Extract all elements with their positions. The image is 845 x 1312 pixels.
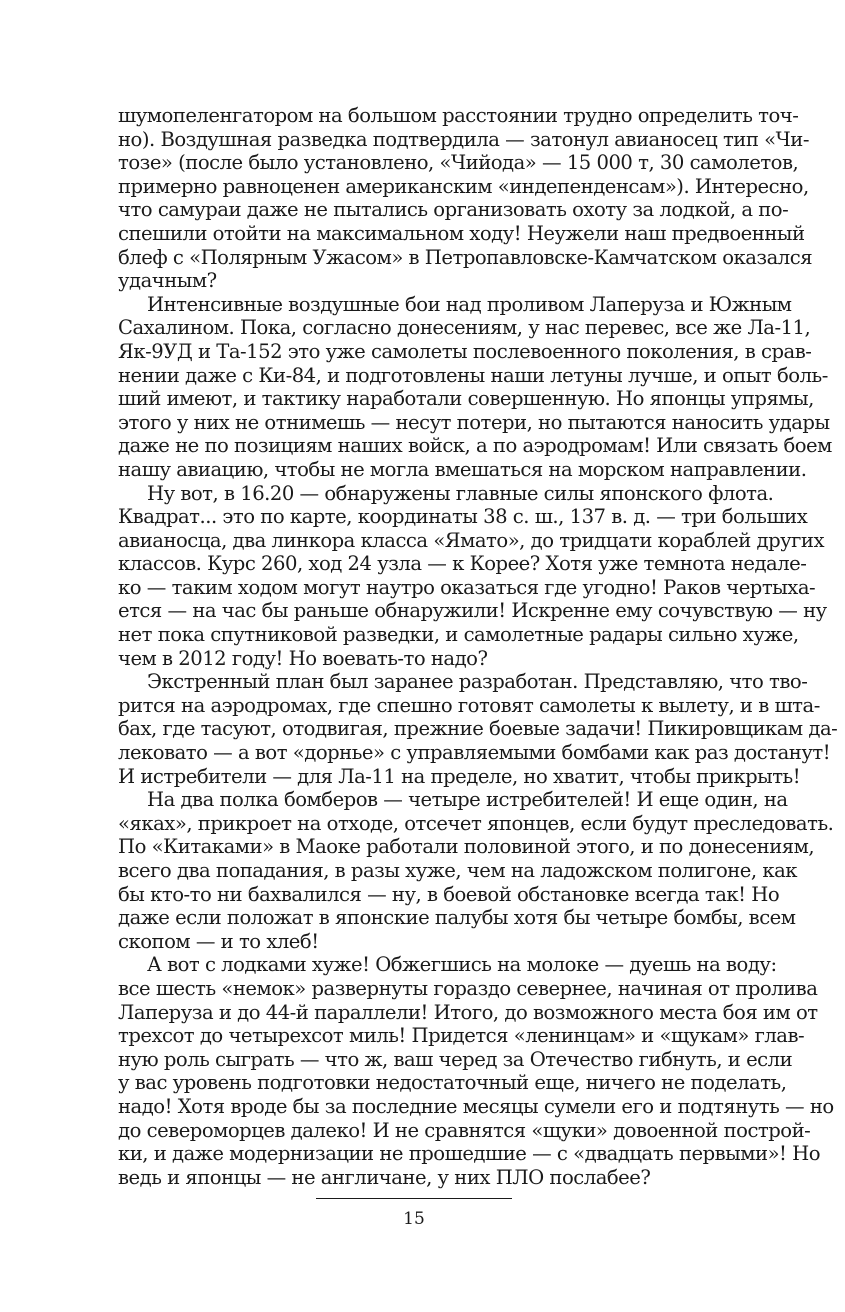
text-line: бы кто-то ни бахвалился — ну, в боевой обстановке всегда так! Но (118, 882, 780, 906)
text-line: ведь и японцы — не англичане, у них ПЛО послабее? (118, 1165, 651, 1189)
text-line: классов. Курс 260, ход 24 узла — к Корее? Хотя уже темнота недале- (118, 552, 807, 576)
text-line: тозе» (после было установлено, «Чийода» — 15 000 т, 30 самолетов, (118, 151, 799, 175)
text-line: лековато — а вот «дорнье» с управляемыми бомбами как раз достанут! (118, 741, 831, 765)
text-line: нашу авиацию, чтобы не могла вмешаться на морском направлении. (118, 457, 807, 481)
text-line: нет пока спутниковой разведки, и самолетные радары сильно хуже, (118, 623, 799, 647)
text-line: спешили отойти на максимальном ходу! Неужели наш предвоенный (118, 221, 805, 245)
text-line: нении даже с Ки-84, и подготовлены наши летуны лучше, и опыт боль- (118, 363, 828, 387)
text-line: всего два попадания, в разы хуже, чем на ладожском полигоне, как (118, 859, 798, 882)
text-line: до североморцев далеко! И не сравнятся «щуки» довоенной построй- (118, 1118, 811, 1142)
text-line: что самураи даже не пытались организовать охоту за лодкой, а по- (118, 198, 789, 222)
text-line: ший имеют, и тактику наработали совершенную. Но японцы упрямы, (118, 387, 814, 411)
text-line: Сахалином. Пока, согласно донесениям, у нас перевес, все же Ла-11, (118, 316, 811, 340)
paragraph (118, 788, 834, 953)
text-line: чем в 2012 году! Но воевать-то надо? (118, 646, 488, 670)
text-line: Як-9УД и Та-152 это уже самолеты послевоенного поколения, в срав- (118, 339, 812, 363)
text-line: авианосца, два линкора класса «Ямато», до тридцати кораблей других (118, 528, 825, 552)
text-line: рится на аэродромах, где спешно готовят самолеты к вылету, и в шта- (118, 693, 820, 717)
text-line: Экстренный план был заранее разработан. Представляю, что тво- (147, 670, 808, 694)
text-line: Лаперуза и до 44-й параллели! Итого, до возможного места боя им от (118, 1000, 818, 1024)
text-line: у вас уровень подготовки недостаточный еще, ничего не поделать, (118, 1071, 787, 1095)
paragraph (118, 104, 813, 293)
page-number: 15 (403, 1209, 425, 1229)
text-line: ко — таким ходом могут наутро оказаться где угодно! Раков чертыха- (118, 575, 816, 599)
text-line: И истребители — для Ла-11 на пределе, но хватит, чтобы прикрыть! (118, 764, 801, 788)
paragraph (118, 953, 834, 1189)
text-line: По «Китаками» в Маоке работали половиной этого, и по донесениям, (118, 835, 815, 859)
paragraph (118, 481, 827, 671)
text-line: даже если положат в японские палубы хотя бы четыре бомбы, всем (118, 906, 796, 930)
body-text (118, 104, 838, 1189)
text-line: На два полка бомберов — четыре истребителей! И еще один, на (147, 788, 788, 812)
text-line: шумопеленгатором на большом расстоянии трудно определить точ- (118, 104, 799, 127)
text-line: блеф с «Полярным Ужасом» в Петропавловске-Камчатском оказался (118, 245, 813, 269)
text-line: даже не по позициям наших войск, а по аэродромам! Или связать боем (118, 434, 832, 458)
text-line: ки, и даже модернизации не прошедшие — с «двадцать первыми»! Но (118, 1142, 821, 1166)
text-line: ную роль сыграть — что ж, ваш черед за Отечество гибнуть, и если (118, 1047, 793, 1071)
text-line: надо! Хотя вроде бы за последние месяцы сумели его и подтянуть — но (118, 1094, 834, 1118)
text-line: Ну вот, в 16.20 — обнаружены главные силы японского флота. (147, 481, 774, 505)
text-line: все шесть «немок» развернуты гораздо севернее, начиная от пролива (118, 976, 818, 1000)
page-number-rule (316, 1198, 512, 1199)
paragraph (118, 292, 832, 482)
text-line: Квадрат... это по карте, координаты 38 с. ш., 137 в. д. — три больших (118, 505, 808, 529)
text-line: бах, где тасуют, отодвигая, прежние боевые задачи! Пикировщикам да- (118, 717, 838, 741)
text-line: ется — на час бы раньше обнаружили! Искренне ему сочувствую — ну (118, 599, 827, 623)
text-line: «яках», прикроет на отходе, отсечет японцев, если будут преследовать. (118, 811, 834, 835)
text-line: А вот с лодками хуже! Обжегшись на молоке — дуешь на воду: (147, 953, 777, 977)
text-line: этого у них не отнимешь — несут потери, но пытаются наносить удары (118, 410, 830, 434)
text-line: удачным? (118, 269, 217, 293)
paragraph (118, 670, 838, 788)
text-line: примерно равноценен американским «индепенденсам»). Интересно, (118, 174, 809, 198)
text-line: трехсот до четырехсот миль! Придется «ленинцам» и «щукам» глав- (118, 1024, 805, 1048)
text-line: но). Воздушная разведка подтвердила — затонул авианосец тип «Чи- (118, 127, 809, 151)
text-line: Интенсивные воздушные бои над проливом Лаперуза и Южным (147, 292, 792, 316)
text-line: скопом — и то хлеб! (118, 929, 319, 953)
